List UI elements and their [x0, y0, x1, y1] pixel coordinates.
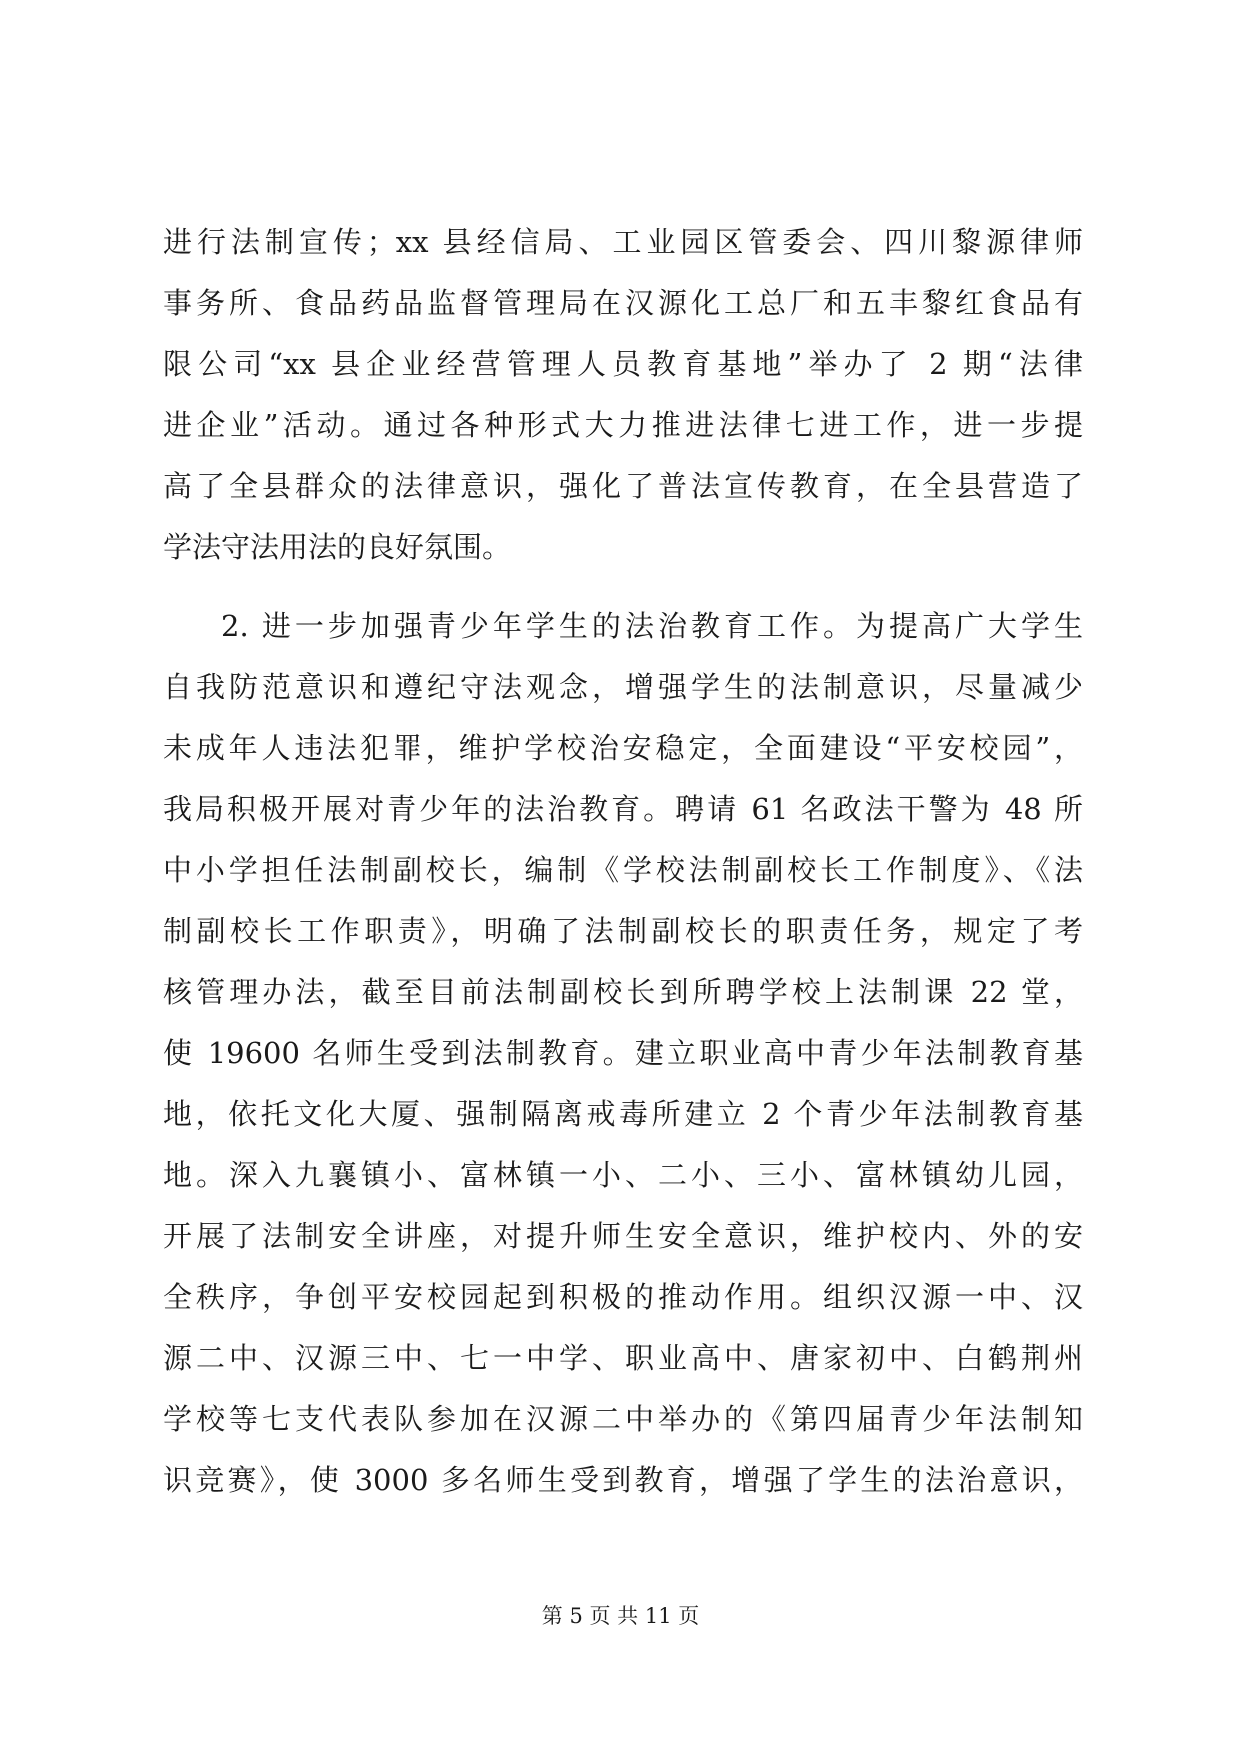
page-footer [0, 1600, 1241, 1630]
text-line: 学校等七支代表队参加在汉源二中举办的《第四届青少年法制知 [163, 1402, 1083, 1436]
text-line: 学法守法用法的良好氛围。 [163, 530, 512, 564]
paragraph-continuation [163, 212, 1083, 578]
text-line: 我局积极开展对青少年的法治教育。聘请 61 名政法干警为 48 所 [163, 792, 1083, 826]
text-line: 识竞赛》，使 3000 多名师生受到教育，增强了学生的法治意识， [163, 1463, 1083, 1497]
text-line: 使 19600 名师生受到法制教育。建立职业高中青少年法制教育基 [163, 1036, 1083, 1070]
text-line: 地，依托文化大厦、强制隔离戒毒所建立 2 个青少年法制教育基 [163, 1097, 1083, 1131]
text-line: 2. 进一步加强青少年学生的法治教育工作。为提高广大学生 [221, 609, 1083, 643]
text-line: 自我防范意识和遵纪守法观念，增强学生的法制意识，尽量减少 [163, 670, 1083, 704]
text-line: 制副校长工作职责》，明确了法制副校长的职责任务，规定了考 [163, 914, 1083, 948]
text-line: 开展了法制安全讲座，对提升师生安全意识，维护校内、外的安 [163, 1219, 1083, 1253]
text-line: 高了全县群众的法律意识，强化了普法宣传教育，在全县营造了 [163, 469, 1083, 503]
text-line: 地。深入九襄镇小、富林镇一小、二小、三小、富林镇幼儿园， [163, 1158, 1083, 1192]
text-line: 源二中、汉源三中、七一中学、职业高中、唐家初中、白鹤荆州 [163, 1341, 1083, 1375]
body-text [163, 212, 1083, 1511]
text-line: 事务所、食品药品监督管理局在汉源化工总厂和五丰黎红食品有 [163, 286, 1083, 320]
text-line: 进企业”活动。通过各种形式大力推进法律七进工作，进一步提 [163, 408, 1083, 442]
text-line: 核管理办法，截至目前法制副校长到所聘学校上法制课 22 堂， [163, 975, 1083, 1009]
text-line: 进行法制宣传；xx 县经信局、工业园区管委会、四川黎源律师 [163, 225, 1083, 259]
text-line: 未成年人违法犯罪，维护学校治安稳定，全面建设“平安校园”， [163, 731, 1083, 765]
text-line: 中小学担任法制副校长，编制《学校法制副校长工作制度》、《法 [163, 853, 1083, 887]
text-line: 限公司“xx 县企业经营管理人员教育基地”举办了 2 期“法律 [163, 347, 1083, 381]
text-line: 全秩序，争创平安校园起到积极的推动作用。组织汉源一中、汉 [163, 1280, 1083, 1314]
paragraph-2 [163, 596, 1083, 1511]
page-indicator: 第 5 页 共 11 页 [541, 1604, 700, 1628]
